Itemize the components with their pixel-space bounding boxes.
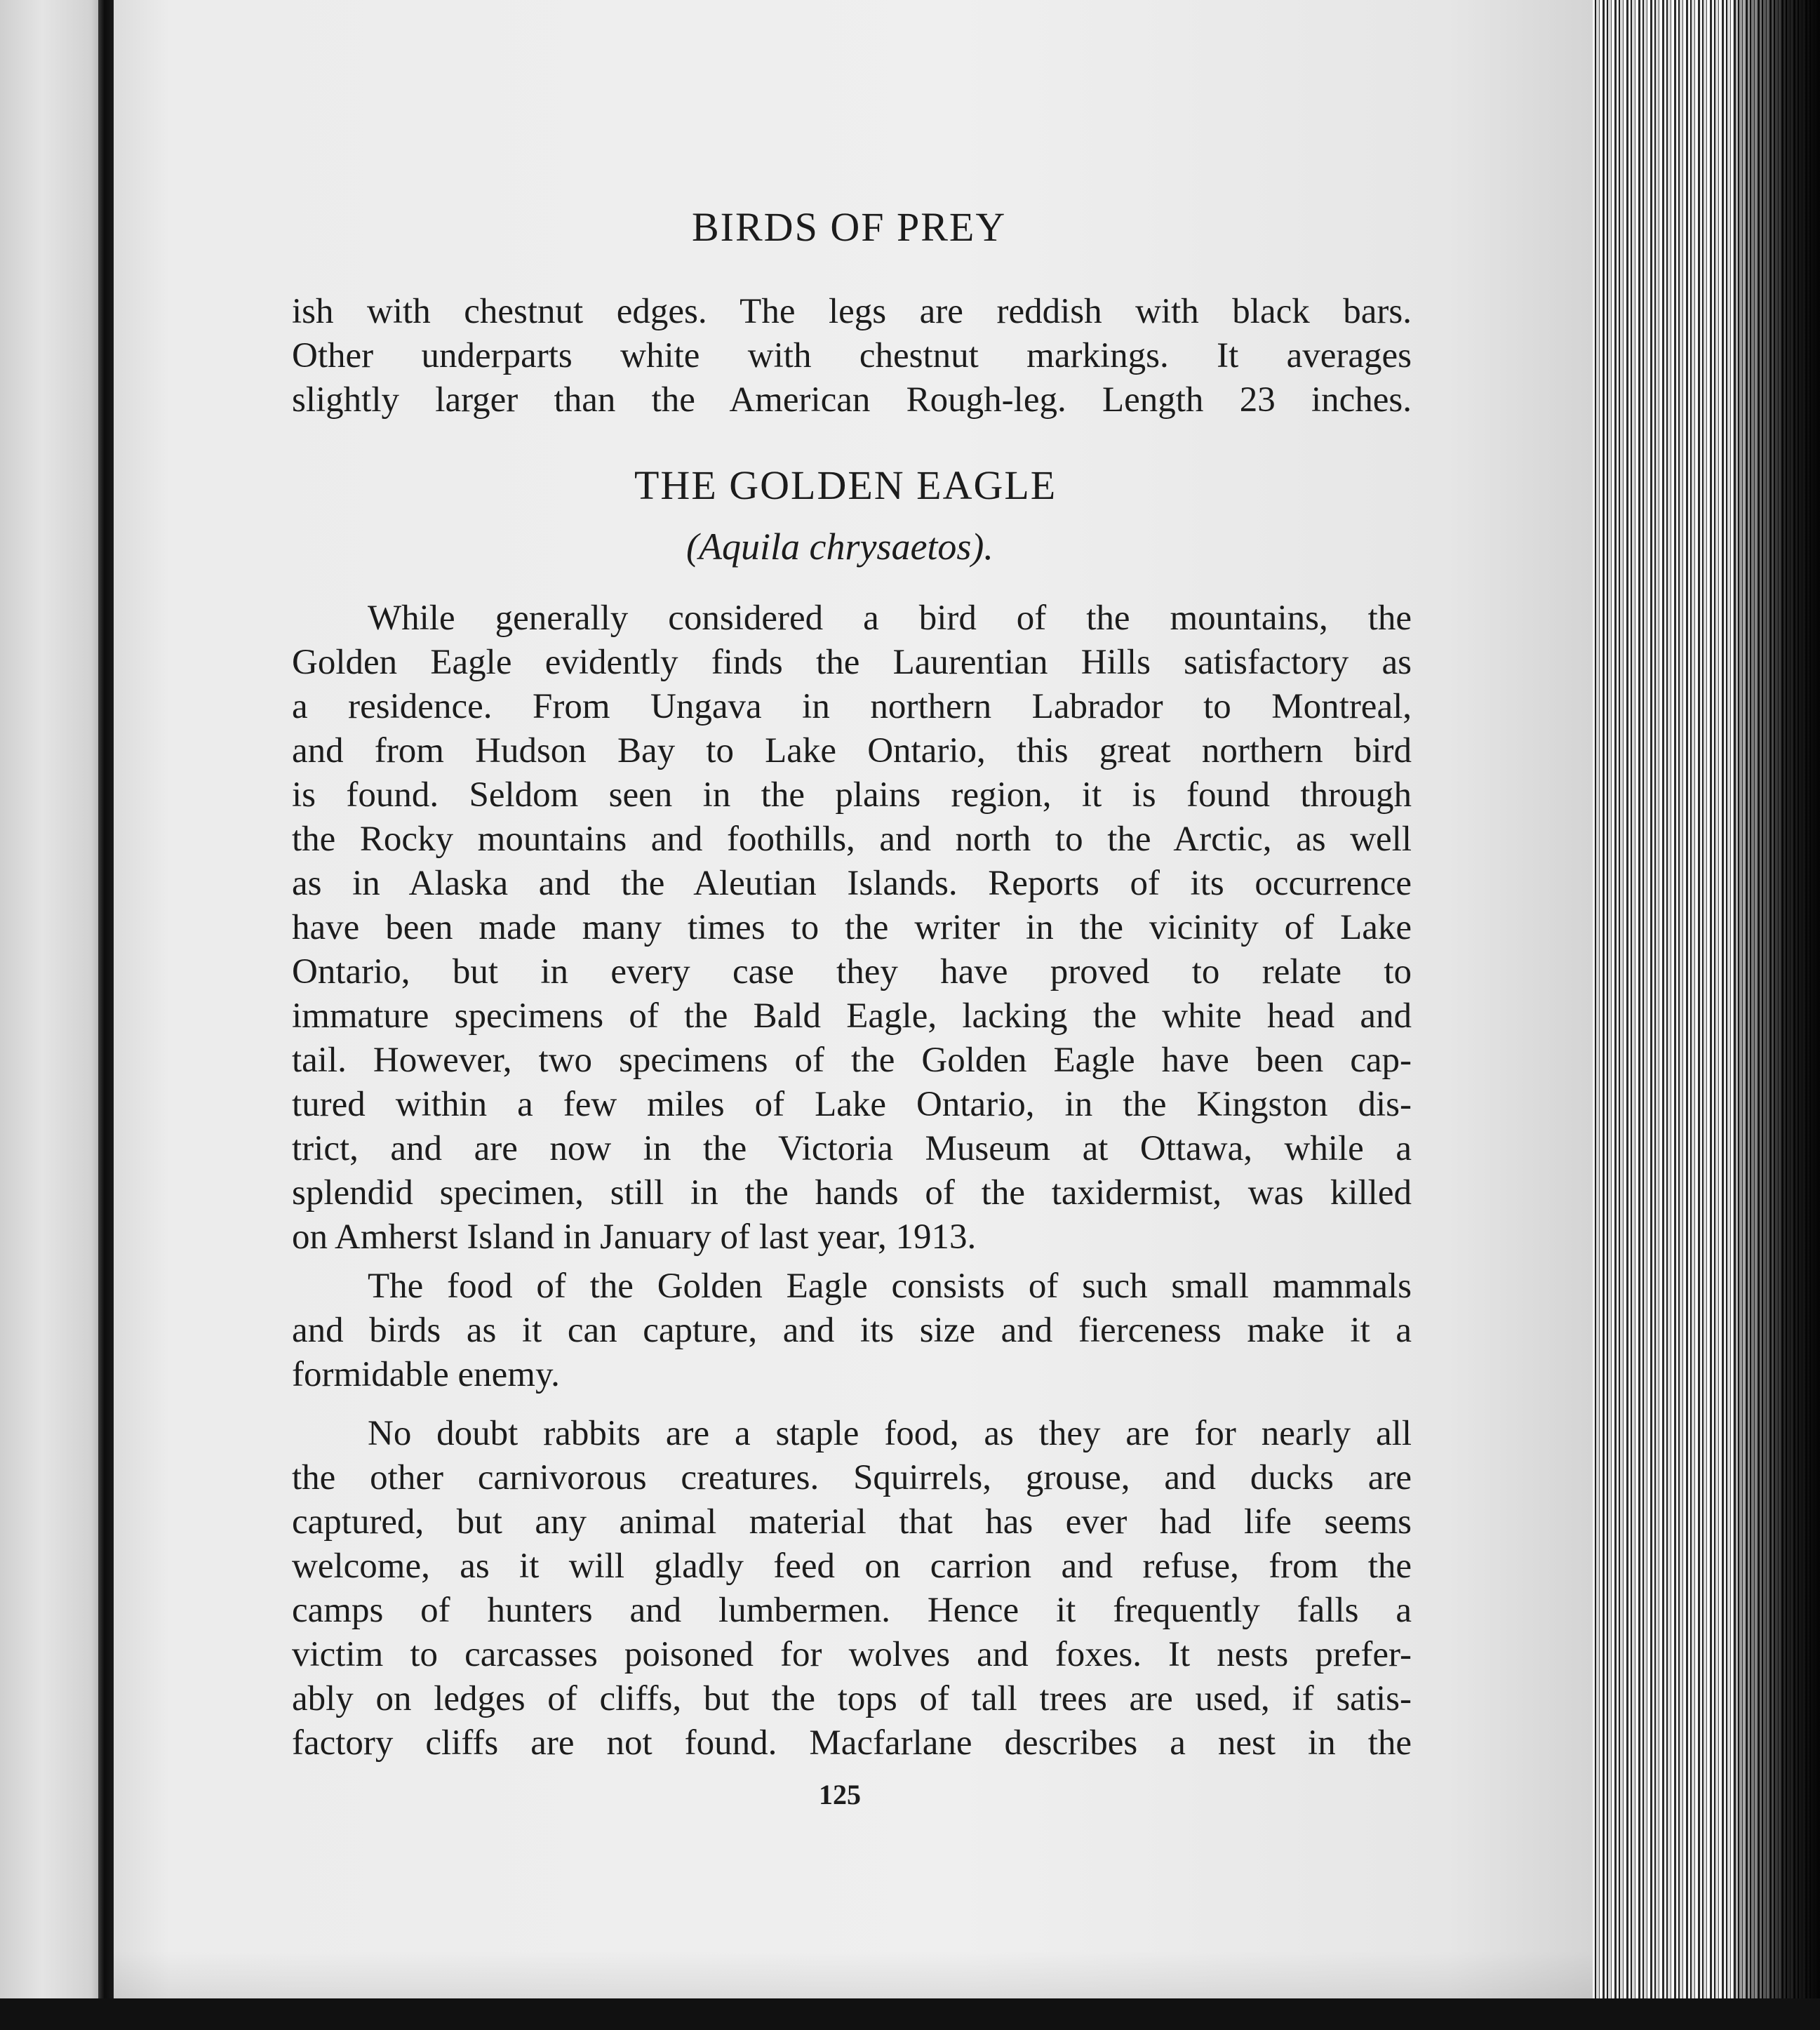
text-line: and from Hudson Bay to Lake Ontario, this great northern bird [292,731,1412,770]
scan-bottom-border [0,1998,1820,2030]
text-line: factory cliffs are not found. Macfarlane describes a nest in the [292,1723,1412,1763]
text-line: The food of the Golden Eagle consists of such small mammals [368,1267,1412,1306]
text-line: immature specimens of the Bald Eagle, lacking the white head and [292,996,1412,1036]
text-line: a residence. From Ungava in northern Labrador to Montreal, [292,687,1412,726]
running-head: BIRDS OF PREY [692,204,1007,250]
text-line: captured, but any animal material that has ever had life seems [292,1502,1412,1542]
text-line: While generally considered a bird of the mountains, the [368,599,1412,638]
text-line: victim to carcasses poisoned for wolves and foxes. It nests prefer- [292,1635,1412,1674]
text-line: the other carnivorous creatures. Squirrels, grouse, and ducks are [292,1458,1412,1497]
text-line: the Rocky mountains and foothills, and north to the Arctic, as well [292,820,1412,859]
paragraph-food [292,1264,1412,1397]
text-line: tured within a few miles of Lake Ontario, in the Kingston dis- [292,1085,1412,1124]
text-line: have been made many times to the writer in the vicinity of Lake [292,908,1412,947]
text-line: Other underparts white with chestnut markings. It averages [292,336,1412,375]
page-number: 125 [819,1779,861,1810]
section-title: THE GOLDEN EAGLE [634,462,1057,508]
paragraph-continuation [292,290,1412,422]
text-line: and birds as it can capture, and its size and fierceness make it a [292,1311,1412,1350]
text-line: No doubt rabbits are a staple food, as they are for nearly all [368,1414,1412,1453]
text-line: splendid specimen, still in the hands of the taxidermist, was killed [292,1173,1412,1213]
page-edges-shadow [1733,0,1820,2030]
scientific-name: (Aquila chrysaetos). [686,526,993,568]
paragraph-nesting [292,1412,1412,1765]
page-shadow [114,1951,1593,2000]
text-line: as in Alaska and the Aleutian Islands. Reports of its occurrence [292,864,1412,903]
text-line: Golden Eagle evidently finds the Laurentian Hills satisfactory as [292,643,1412,682]
left-page-edge [0,0,98,2030]
text-line: welcome, as it will gladly feed on carrion and refuse, from the [292,1547,1412,1586]
paragraph-range [292,596,1412,1260]
text-line: camps of hunters and lumbermen. Hence it frequently falls a [292,1591,1412,1630]
text-line: tail. However, two specimens of the Golden Eagle have been cap- [292,1041,1412,1080]
book-gutter [98,0,114,2030]
text-line: slightly larger than the American Rough-leg. Length 23 inches. [292,380,1412,420]
text-line: on Amherst Island in January of last year, 1913. [292,1217,977,1257]
text-line: trict, and are now in the Victoria Museum at Ottawa, while a [292,1129,1412,1168]
text-line: Ontario, but in every case they have proved to relate to [292,952,1412,991]
text-line: ish with chestnut edges. The legs are reddish with black bars. [292,292,1412,331]
text-line: formidable enemy. [292,1355,560,1394]
text-line: is found. Seldom seen in the plains region, it is found through [292,775,1412,815]
text-line: ably on ledges of cliffs, but the tops of tall trees are used, if satis- [292,1679,1412,1718]
